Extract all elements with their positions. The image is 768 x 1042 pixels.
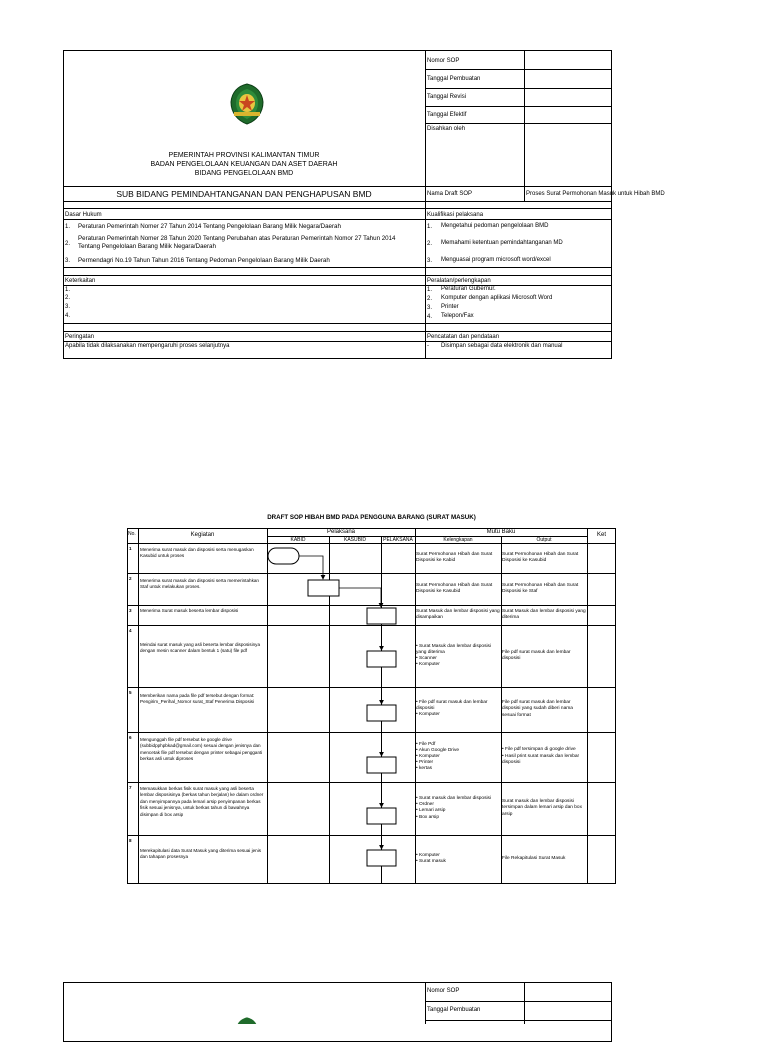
info-label: Tanggal Pembuatan (427, 1007, 481, 1013)
sub-bidang-title: SUB BIDANG PEMINDAHTANGANAN DAN PENGHAPUSAN BMD (116, 189, 372, 199)
row-kegiatan: Memasukkan berkas fisik surat masuk yang asli beserta lembar disposisinya (berkas tahun berjalan) ke dalam ordner dan menyimpannya pada lemari arsip penyimpanan berkas fisik sesuai jenisnya, untuk berkas tahun di bawahnya disimpan di box arsip (140, 786, 264, 817)
row-output: File pdf surat masuk dan lembar disposisi yang sudah diberi nama sesuai format (502, 699, 573, 718)
flow-title: DRAFT SOP HIBAH BMD PADA PENGGUNA BARANG (SURAT MASUK) (267, 514, 476, 521)
row-output: Surat masuk dan lembar disposisi tersimpan dalam lemari arsip dan box arsip (502, 798, 582, 817)
row-output: Surat Permohonan Hibah dan Surat Disposisi ke Kasubid (502, 551, 579, 564)
col-header-kelengkapan: Kelengkapan (443, 537, 473, 543)
process-box (367, 757, 396, 773)
process-box (367, 705, 396, 721)
row-kegiatan: Memberikan nama pada file pdf tersebut dengan format: Pengirim_Perihal_Nomor surat_Staf Penerima Disposisi (140, 693, 255, 705)
peralatan-title: Peralatan/perlengkapan (427, 278, 491, 284)
row-kelengkapan: • File Pdf • Akun Google Drive • Komputer • Printer • kertas (416, 741, 460, 772)
info-label: Tanggal Revisi (427, 94, 467, 100)
flow-diagram (127, 528, 616, 883)
kaltim-emblem-logo (232, 1016, 262, 1024)
row-number: 4 (129, 628, 132, 633)
process-box (367, 850, 396, 866)
peringatan-title: Peringatan (65, 334, 95, 340)
peralatan-item: Printer (441, 304, 459, 310)
kualifikasi-item: Memahami ketentuan pemindahtanganan MD (441, 240, 563, 246)
col-header-kabid: KABID (290, 537, 306, 543)
kaltim-emblem-logo (228, 82, 266, 126)
info-label: Tanggal Efektif (427, 112, 467, 118)
row-kelengkapan: • Komputer • Surat masuk (416, 853, 446, 865)
org-line: BIDANG PENGELOLAAN BMD (194, 170, 294, 177)
info-label: Nomor SOP (427, 988, 460, 994)
flow-table (127, 528, 616, 883)
row-kelengkapan: Surat Permohonan Hibah dan Surat Disposisi ke Kabid (416, 552, 493, 564)
list-number: - (427, 343, 429, 349)
keterkaitan-item: 3. (65, 304, 71, 310)
row-number: 7 (129, 785, 132, 790)
row-output: Surat Masuk dan lembar disposisi yang diterima (502, 608, 586, 621)
dasar-hukum-item: Permendagri No.19 Tahun Tahun 2016 Tentang Pedoman Pengelolaan Barang Milik Daerah (78, 257, 330, 264)
row-number: 1 (129, 546, 132, 551)
row-kelengkapan: Surat Permohonan Hibah dan Surat Disposisi ke Kasubid (416, 583, 493, 595)
nama-sop-label: Nama Draft SOP (427, 191, 473, 197)
row-output: • File pdf tersimpan di google drive • Hasil print surat masuk dan lembar disposisi (502, 747, 580, 766)
row-output: File pdf surat masuk dan lembar disposisi (502, 649, 571, 662)
list-number: 3. (65, 258, 71, 264)
col-header-pelaksana: Pelaksana (326, 529, 356, 535)
list-number: 2. (427, 241, 433, 247)
row-kegiatan: Menerima Surat masuk beserta lembar disposisi (140, 608, 239, 613)
list-number: 1. (427, 287, 433, 293)
row-number: 2 (129, 576, 132, 581)
sop-header-box-2 (63, 982, 612, 1042)
row-kegiatan: Menerima surat masuk dan disposisi serta memerintahkan Staf untuk melakukan proses. (140, 578, 259, 590)
process-box (367, 808, 396, 824)
col-header-output: Output (536, 537, 552, 543)
process-box (367, 608, 396, 624)
nama-sop-value: Proses Surat Permohonan Masuk untuk Hibah BMD (526, 191, 665, 197)
kualifikasi-item: Menguasai program microsoft word/excel (441, 257, 551, 263)
info-label: Tanggal Pembuatan (427, 76, 481, 82)
row-number: 5 (129, 690, 132, 695)
start-terminator (268, 548, 299, 564)
col-header-mutu: Mutu Baku (486, 529, 516, 535)
kualifikasi-item: Mengetahui pedoman pengelolaan BMD (441, 223, 549, 229)
col-header-kegiatan: Kegiatan (190, 532, 215, 538)
info-label: Nomor SOP (427, 58, 460, 64)
keterkaitan-item: 1. (65, 287, 71, 293)
dasar-hukum-item: Peraturan Pemerintah Nomer 28 Tahun 2020 Tentang Perubahan atas Peraturan Pemerintah Nomor 27 Tahun 2014 Tentang Pengelolaan Barang Milik Negara/Daerah (78, 235, 396, 250)
row-kegiatan: Mengunggah file pdf tersebut ke google drive (subbidpphpbkad@gmail.com) sesuai dengan jenisnya dan mencetak file pdf tersebut dengan printer sebagai pengganti berkas asli untuk diproses (140, 737, 263, 762)
process-box (308, 580, 339, 596)
pencatatan-title: Pencatatan dan pendataan (427, 334, 500, 340)
flow-arrow (339, 588, 381, 607)
list-number: 1. (427, 224, 433, 230)
pencatatan-text: Disimpan sebagai data elektronik dan manual (441, 343, 563, 349)
org-line: PEMERINTAH PROVINSI KALIMANTAN TIMUR (168, 152, 320, 159)
list-number: 3. (427, 305, 433, 311)
kualifikasi-title: Kualifikasi pelaksana (427, 212, 484, 218)
flow-arrow (299, 556, 323, 579)
row-kelengkapan: • Surat masuk dan lembar disposisi • Ordner • Lemari arsip • Box arsip (416, 796, 491, 820)
col-header-no: No. (128, 531, 136, 537)
peringatan-text: Apabila tidak dilaksanakan mempengaruhi proses selanjutnya (65, 343, 230, 349)
list-number: 2. (427, 296, 433, 302)
peralatan-item: Peraturan Gubernur. (441, 286, 496, 292)
col-header-kasubid: KASUBID (344, 537, 366, 543)
list-number: 2. (65, 241, 71, 247)
row-kelengkapan: • Surat Masuk dan lembar disposisi yang diterima • Scanner • Komputer (416, 643, 491, 668)
peralatan-item: Telepon/Fax (441, 313, 474, 319)
row-number: 3 (129, 608, 132, 613)
row-kelengkapan: Surat Masuk dan lembar disposisi yang disampaikan (416, 609, 500, 621)
row-kegiatan: Meindai surat masuk yang asli beserta lembar disposisinya dengan mesin scanner dalam bentuk 1 (satu) file pdf (140, 642, 261, 654)
dasar-hukum-item: Peraturan Pemerintah Nomer 27 Tahun 2014 Tentang Pengelolaan Barang Milik Negara/Daerah (78, 223, 341, 230)
row-kegiatan: Menerima surat masuk dan disposisi serta menugaskan Kasubid untuk proses (140, 547, 254, 559)
row-kelengkapan: • File pdf surat masuk dan lembar disposisi • Komputer (416, 700, 488, 718)
keterkaitan-item: 2. (65, 295, 71, 301)
list-number: 3. (427, 258, 433, 264)
peralatan-item: Komputer dengan aplikasi Microsoft Word (441, 295, 553, 301)
row-output: File Rekapitulasi Surat Masuk (502, 855, 566, 861)
row-number: 8 (129, 838, 132, 843)
keterkaitan-title: Keterkaitan (65, 278, 96, 284)
row-output: Surat Permohonan Hibah dan Surat Disposisi ke Staf (502, 582, 579, 595)
list-number: 4. (427, 314, 433, 320)
row-kegiatan: Merekapitulasi data Surat Masuk yang diterima sesuai jenis dan tahapan prosesnya (140, 848, 262, 860)
keterkaitan-item: 4. (65, 313, 71, 319)
dasar-hukum-title: Dasar Hukum (65, 212, 102, 218)
table-border (127, 883, 616, 884)
info-label: Disahkan oleh (427, 126, 466, 132)
org-line: BADAN PENGELOLAAN KEUANGAN DAN ASET DAERAH (150, 161, 338, 168)
sop-header-box (63, 50, 612, 359)
process-box (367, 651, 396, 667)
list-number: 1. (65, 224, 71, 230)
row-number: 6 (129, 735, 132, 740)
col-header-pelaksana: PELAKSANA (383, 537, 413, 543)
col-header-ket: Ket (596, 532, 606, 538)
